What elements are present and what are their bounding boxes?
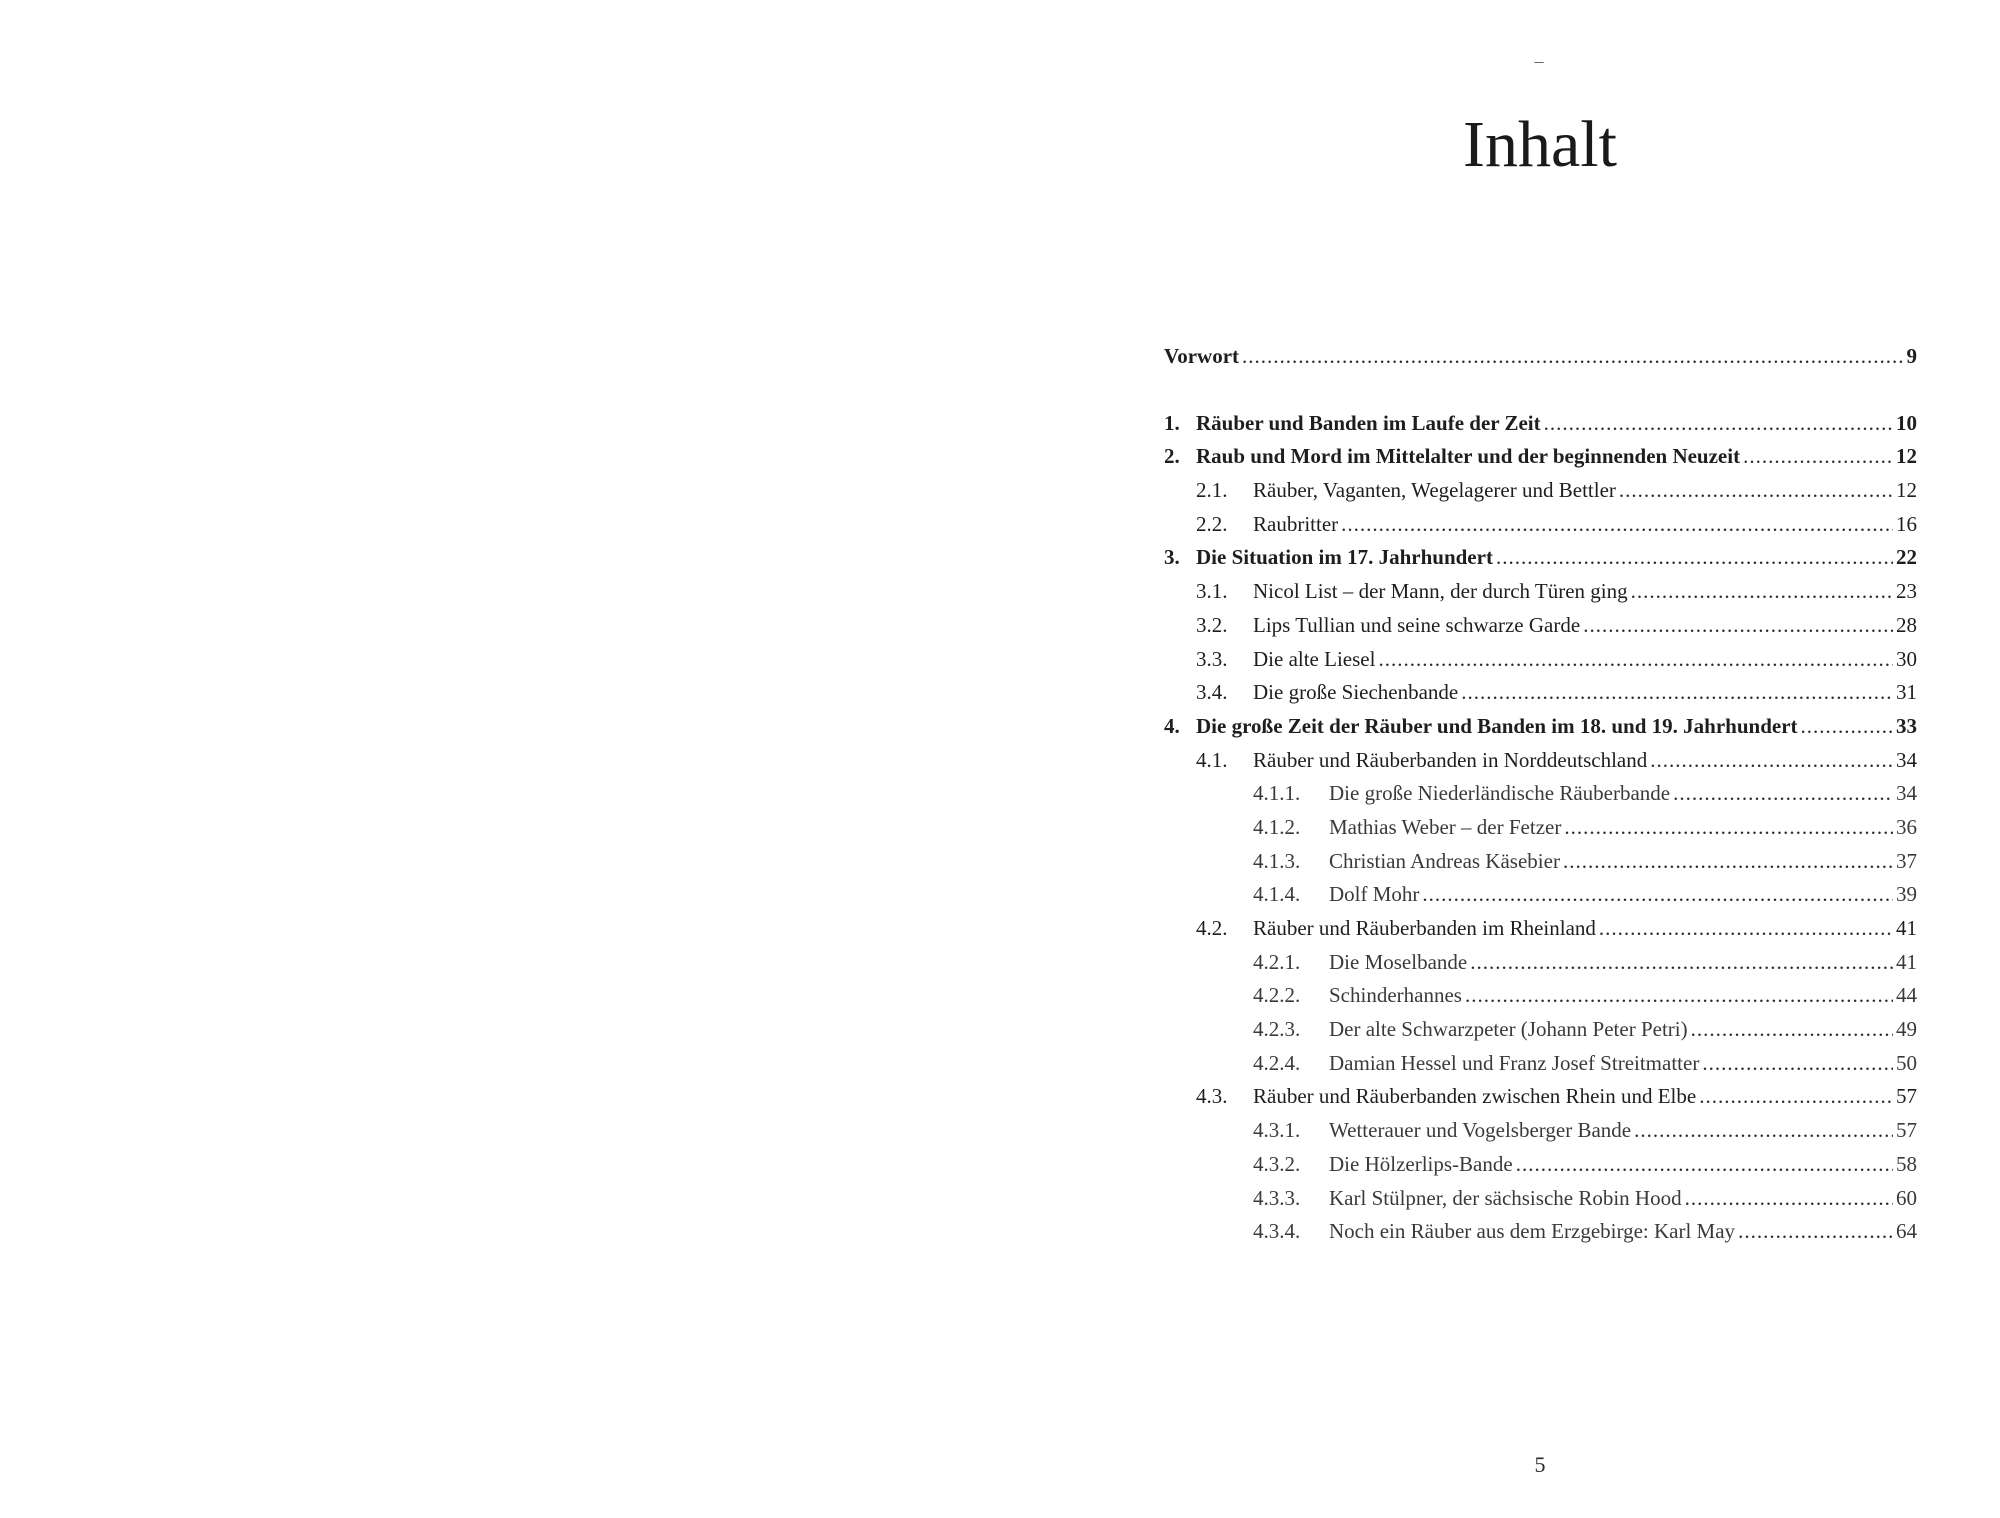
toc-entry-4-1[interactable] (1164, 744, 1917, 778)
toc-entry-number: 4.1.4. (1253, 882, 1301, 907)
toc-dot-leader (1516, 1148, 1893, 1182)
toc-entry-label: Raub und Mord im Mittelalter und der beginnenden Neuzeit (1196, 444, 1741, 469)
toc-entry-4-3-1[interactable] (1164, 1114, 1917, 1148)
toc-entry-4-1-2[interactable] (1164, 811, 1917, 845)
toc-entry-label: Die alte Liesel (1253, 646, 1376, 671)
toc-dot-leader (1564, 811, 1893, 845)
toc-entry-label: Die große Zeit der Räuber und Banden im 18. und 19. Jahrhundert (1196, 713, 1798, 738)
toc-page-number: 34 (1896, 781, 1917, 806)
toc-entry-4-3-4[interactable] (1164, 1215, 1917, 1249)
toc-entry-label: Raubritter (1253, 511, 1339, 536)
toc-page-number: 16 (1896, 511, 1917, 536)
toc-entry-number: 4.1. (1196, 747, 1228, 772)
page-number: 5 (1534, 1452, 1546, 1477)
toc-entry-4-2[interactable] (1164, 912, 1917, 946)
toc-page-number: 50 (1896, 1050, 1917, 1075)
toc-entry-number: 4.1.2. (1253, 814, 1301, 839)
toc-dot-leader (1650, 744, 1893, 778)
toc-entry-label: Vorwort (1164, 344, 1240, 368)
toc-dot-leader (1619, 474, 1893, 508)
toc-entry-2-2[interactable] (1164, 508, 1917, 542)
toc-entry-number: 4.1.1. (1253, 781, 1301, 806)
toc-page-number: 31 (1896, 680, 1917, 705)
toc-entry-2-1[interactable] (1164, 474, 1917, 508)
toc-dot-leader (1702, 1047, 1893, 1081)
toc-dot-leader (1461, 676, 1893, 710)
toc-page-number: 22 (1896, 545, 1917, 570)
toc-entry-label: Räuber, Vaganten, Wegelagerer und Bettler (1253, 478, 1616, 503)
toc-entry-number: 4. (1164, 713, 1180, 738)
toc-page-number: 28 (1896, 612, 1917, 637)
toc-dot-leader (1599, 912, 1893, 946)
toc-entry-number: 3.1. (1196, 579, 1228, 604)
toc-entry-label: Räuber und Banden im Laufe der Zeit (1196, 410, 1541, 435)
toc-entry-label: Die große Siechenbande (1253, 680, 1459, 705)
toc-dot-leader (1544, 407, 1893, 441)
toc-entry-number: 4.1.3. (1253, 848, 1301, 873)
toc-entry-label: Räuber und Räuberbanden in Norddeutschland (1253, 747, 1648, 772)
toc-entry-number: 4.2.1. (1253, 949, 1301, 974)
toc-entry-label: Die Hölzerlips-Bande (1329, 1151, 1513, 1176)
toc-entry-4-1-3[interactable] (1164, 845, 1917, 879)
toc-entry-number: 1. (1164, 410, 1180, 435)
page-title: Inhalt (1463, 108, 1617, 181)
toc-page-number: 12 (1896, 478, 1917, 503)
toc-entry-number: 3. (1164, 545, 1180, 570)
toc-dot-leader (1563, 845, 1893, 879)
toc-dot-leader (1738, 1215, 1893, 1249)
toc-dot-leader (1341, 508, 1893, 542)
toc-page-number: 10 (1896, 410, 1917, 435)
toc-dot-leader (1465, 979, 1893, 1013)
toc-page-number: 58 (1896, 1151, 1917, 1176)
toc-page-number: 33 (1896, 713, 1917, 738)
toc-entry-4-2-2[interactable] (1164, 979, 1917, 1013)
toc-entry-3-2[interactable] (1164, 609, 1917, 643)
toc-entry-label: Räuber und Räuberbanden zwischen Rhein und Elbe (1253, 1084, 1697, 1109)
toc-page-number: 41 (1896, 949, 1917, 974)
toc-entry-number: 4.2.3. (1253, 1017, 1301, 1042)
toc-dot-leader (1583, 609, 1893, 643)
toc-entry-number: 3.3. (1196, 646, 1228, 671)
toc-page-number: 37 (1896, 848, 1917, 873)
toc-page-number: 57 (1896, 1118, 1917, 1143)
toc-page-number: 23 (1896, 579, 1917, 604)
toc-page-number: 49 (1896, 1017, 1917, 1042)
toc-entry-label: Noch ein Räuber aus dem Erzgebirge: Karl May (1329, 1219, 1736, 1244)
toc-entry-number: 4.2. (1196, 916, 1228, 940)
toc-page-number: 9 (1906, 344, 1917, 368)
toc-entry-label: Die Situation im 17. Jahrhundert (1196, 545, 1493, 570)
toc-entry-1[interactable] (1164, 407, 1917, 441)
toc-entry-4-1-4[interactable] (1164, 878, 1917, 912)
toc-page-number: 60 (1896, 1185, 1917, 1210)
toc-page-number: 44 (1896, 983, 1917, 1008)
toc-entry-number: 2.2. (1196, 511, 1228, 536)
toc-entry-3-1[interactable] (1164, 575, 1917, 609)
toc-entry-number: 4.2.2. (1253, 983, 1301, 1008)
toc-entry-number: 2. (1164, 444, 1180, 469)
toc-entry-label: Schinderhannes (1329, 983, 1462, 1008)
toc-entry-number: 3.4. (1196, 680, 1228, 705)
toc-entry-label: Nicol List – der Mann, der durch Türen ging (1253, 579, 1628, 604)
toc-entry-label: Räuber und Räuberbanden im Rheinland (1253, 916, 1596, 940)
toc-entry-label: Der alte Schwarzpeter (Johann Peter Petri) (1329, 1017, 1688, 1042)
toc-entry-4[interactable] (1164, 710, 1917, 744)
toc-entry-3-4[interactable] (1164, 676, 1917, 710)
toc-entry-label: Die große Niederländische Räuberbande (1329, 781, 1671, 806)
toc-entry-2[interactable] (1164, 440, 1917, 474)
toc-entry-label: Damian Hessel und Franz Josef Streitmatter (1329, 1050, 1700, 1075)
toc-entry-label: Karl Stülpner, der sächsische Robin Hood (1329, 1185, 1682, 1210)
toc-dot-leader (1422, 878, 1893, 912)
toc-entry-4-2-1[interactable] (1164, 946, 1917, 980)
toc-entry-vorwort[interactable] (1164, 340, 1917, 374)
toc-dot-leader (1242, 340, 1903, 374)
toc-dot-leader (1743, 440, 1893, 474)
toc-dot-leader (1699, 1080, 1893, 1114)
toc-page-number: 39 (1896, 882, 1917, 907)
table-of-contents (1164, 340, 1917, 1249)
toc-dot-leader (1631, 575, 1893, 609)
toc-entry-label: Lips Tullian und seine schwarze Garde (1253, 612, 1581, 637)
toc-entry-number: 4.3.3. (1253, 1185, 1301, 1210)
toc-entry-4-3-2[interactable] (1164, 1148, 1917, 1182)
toc-page-number: 64 (1896, 1219, 1917, 1244)
toc-entry-4-3[interactable] (1164, 1080, 1917, 1114)
toc-entry-4-2-4[interactable] (1164, 1047, 1917, 1081)
toc-entry-label: Mathias Weber – der Fetzer (1329, 814, 1562, 839)
toc-dot-leader (1378, 643, 1893, 677)
toc-page-number: 36 (1896, 814, 1917, 839)
toc-entry-number: 4.2.4. (1253, 1050, 1301, 1075)
toc-entry-number: 2.1. (1196, 478, 1228, 503)
toc-entry-3-3[interactable] (1164, 643, 1917, 677)
toc-page-number: 12 (1896, 444, 1917, 469)
toc-entry-label: Christian Andreas Käsebier (1329, 848, 1560, 873)
toc-dot-leader (1691, 1013, 1893, 1047)
toc-entry-4-3-3[interactable] (1164, 1182, 1917, 1216)
toc-entry-number: 4.3.4. (1253, 1219, 1301, 1244)
toc-dot-leader (1634, 1114, 1893, 1148)
toc-dot-leader (1496, 541, 1893, 575)
toc-dot-leader (1685, 1182, 1893, 1216)
toc-dot-leader (1801, 710, 1893, 744)
toc-page-number: 30 (1896, 646, 1917, 671)
toc-entry-number: 3.2. (1196, 612, 1228, 637)
top-dash-mark: – (1534, 51, 1544, 71)
toc-entry-number: 4.3.1. (1253, 1118, 1301, 1143)
toc-page-number: 41 (1896, 916, 1917, 940)
toc-page-number: 34 (1896, 747, 1917, 772)
toc-entry-4-2-3[interactable] (1164, 1013, 1917, 1047)
toc-entry-label: Die Moselbande (1329, 949, 1468, 974)
toc-entry-number: 4.3.2. (1253, 1151, 1301, 1176)
toc-entry-label: Dolf Mohr (1329, 882, 1420, 907)
toc-dot-leader (1470, 946, 1893, 980)
toc-entry-label: Wetterauer und Vogelsberger Bande (1329, 1118, 1632, 1143)
toc-entry-4-1-1[interactable] (1164, 777, 1917, 811)
toc-entry-number: 4.3. (1196, 1084, 1228, 1109)
toc-entry-3[interactable] (1164, 541, 1917, 575)
toc-page-number: 57 (1896, 1084, 1917, 1109)
toc-dot-leader (1673, 777, 1893, 811)
